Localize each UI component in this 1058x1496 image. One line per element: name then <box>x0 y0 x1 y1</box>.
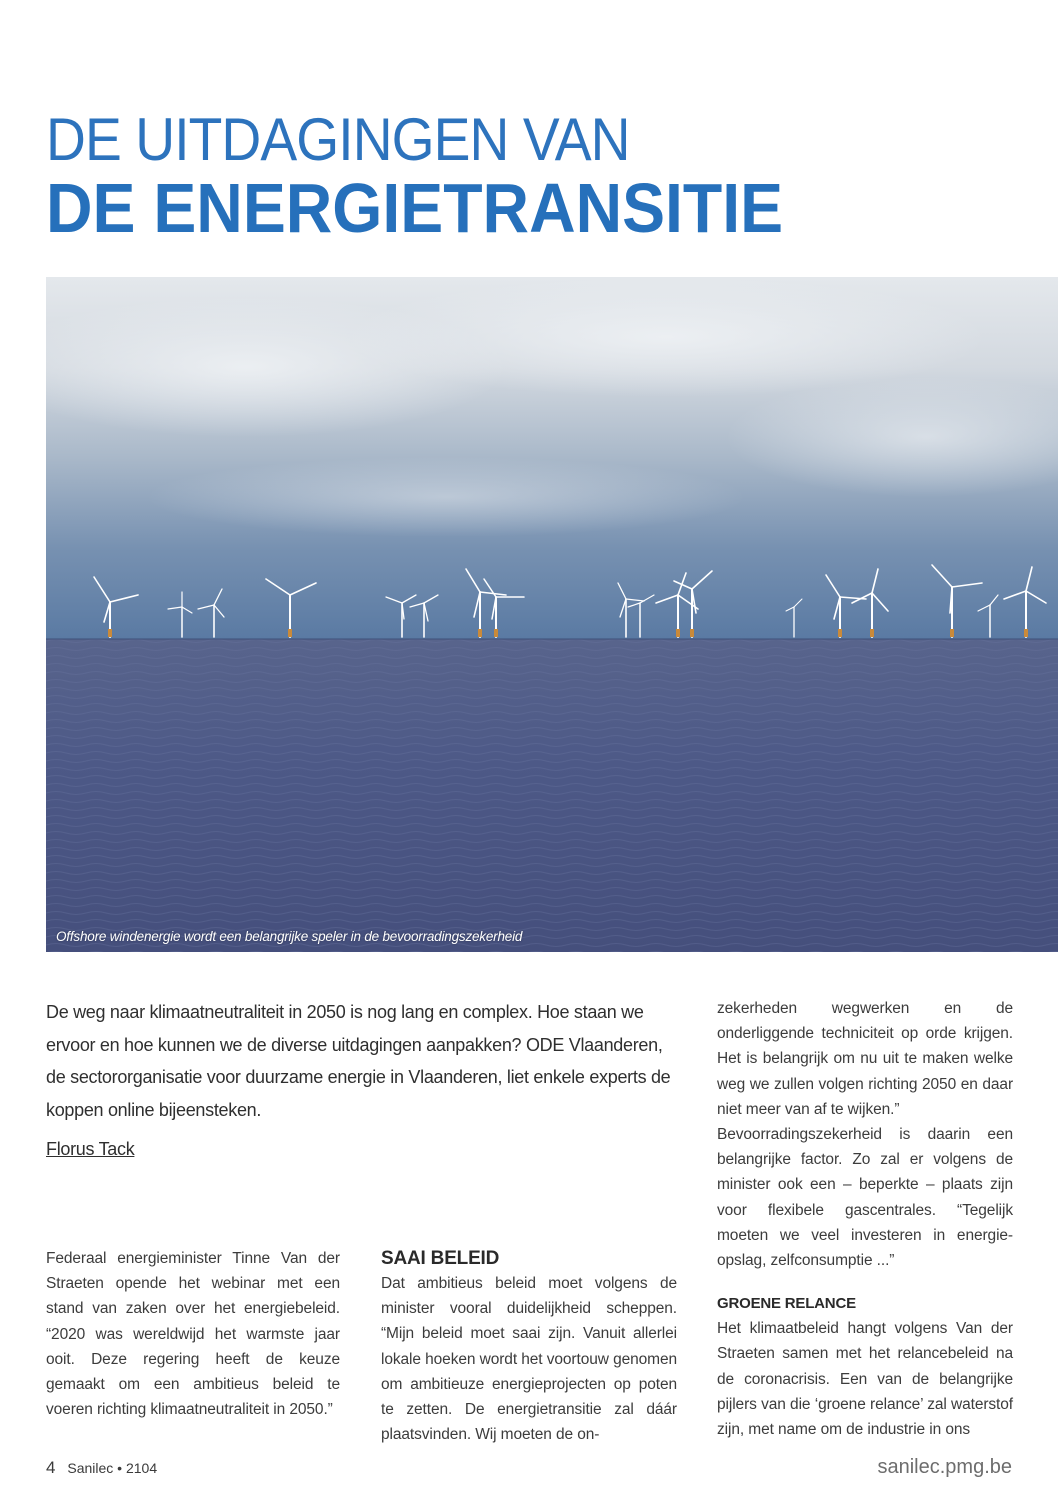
paragraph: Bevoorradingszekerheid is daarin een belangrijke factor. Zo zal er volgens de minister ook een – beperkte – plaats zijn voor flexibele gascentrales. “Tegelijk moeten we veel investeren in energie-opslag, zelfconsumptie ...” <box>717 1126 1013 1270</box>
footer-website-link[interactable]: sanilec.pmg.be <box>877 1456 1012 1478</box>
article-column-2 <box>381 1246 677 1447</box>
section-heading-groene-relance: GROENE RELANCE <box>717 1295 856 1313</box>
author-link[interactable]: Florus Tack <box>46 1139 135 1159</box>
intro-lead <box>46 996 686 1126</box>
offshore-wind-photo <box>46 277 1058 952</box>
article-column-1 <box>46 1246 340 1422</box>
paragraph: Dat ambitieus beleid moet volgens de minister vooral duidelijkheid scheppen. “Mijn beleid moet saai zijn. Vanuit allerlei lokale hoeken wordt het voortouw genomen om ambitieuze energieprojecten op poten te zetten. De energietransitie zal dáár plaatsvinden. Wij moeten de on- <box>381 1275 677 1444</box>
paragraph: Federaal energieminister Tinne Van der Straeten opende het webinar met een stand van zaken over het energiebeleid. “2020 was wereldwijd het warmste jaar ooit. Deze regering heeft de keuze gemaakt om een ambitieus beleid te voeren richting klimaatneutraliteit in 2050.” <box>46 1250 340 1419</box>
publication-issue: Sanilec • 2104 <box>67 1460 158 1476</box>
title-line-2: DE ENERGIETRANSITIE <box>46 169 784 247</box>
paragraph: Het klimaatbeleid hangt volgens Van der Straeten samen met het relancebeleid na de coronacrisis. Een van de belangrijke pijlers van die ‘groene relance’ zal waterstof zijn, met name om de industrie in ons <box>717 1320 1013 1439</box>
seascape-illustration <box>46 277 1058 952</box>
intro-text: De weg naar klimaatneutraliteit in 2050 is nog lang en complex. Hoe staan we ervoor en hoe kunnen we de diverse uitdagingen aanpakken? ODE Vlaanderen, de sectororganisatie voor duurzame energie in Vlaanderen, liet enkele experts de koppen online bijeensteken. <box>46 1002 671 1120</box>
article-column-3 <box>717 996 1013 1442</box>
footer-folio <box>46 1458 157 1478</box>
page-number: 4 <box>46 1458 56 1477</box>
title-line-1: DE UITDAGINGEN VAN <box>46 106 630 173</box>
paragraph: zekerheden wegwerken en de onderliggende techniciteit op orde krijgen. Het is belangrijk om nu uit te maken welke weg we zullen volgen richting 2050 en daar niet meer van af te wijken.” <box>717 1000 1013 1118</box>
photo-caption: Offshore windenergie wordt een belangrijke speler in de bevoorradingszekerheid <box>56 929 523 944</box>
section-heading-saai-beleid: SAAI BELEID <box>381 1248 500 1269</box>
